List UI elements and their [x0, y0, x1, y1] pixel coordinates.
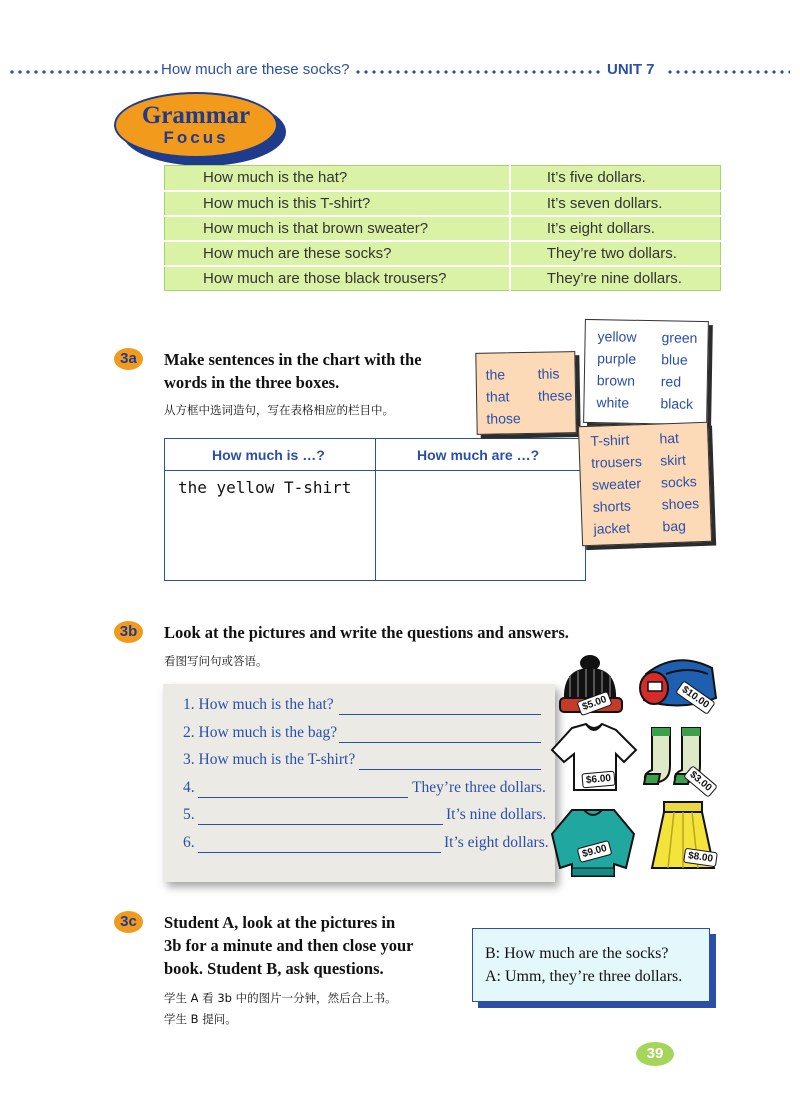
- chart-example-entry: the yellow T-shirt: [178, 478, 352, 497]
- table-row: [165, 191, 721, 216]
- dialog-box: [472, 928, 710, 1002]
- section-3c-instruction: [164, 911, 414, 980]
- word-box-determiners: [475, 351, 576, 435]
- section-3a-instruction: [164, 348, 422, 394]
- grammar-answer: They’re nine dollars.: [510, 266, 721, 291]
- section-3b-marker: 3b: [114, 621, 143, 643]
- exercise-line-5: 5.: [183, 806, 195, 823]
- answer-blank[interactable]: [359, 769, 541, 770]
- grammar-question: How much are those black trousers?: [203, 269, 447, 287]
- dialog-line-b: B: How much are the socks?: [485, 945, 669, 962]
- unit-label: UNIT 7: [607, 61, 655, 78]
- word-box-items: [578, 422, 712, 546]
- word: skirt: [659, 451, 687, 469]
- grammar-answer: It’s five dollars.: [510, 166, 721, 191]
- word: yellow: [597, 328, 637, 345]
- chart-header-are: How much are …?: [417, 447, 540, 463]
- word: green: [661, 329, 698, 346]
- price-tag-skirt: $8.00: [683, 848, 718, 867]
- exercise-line-3: 3. How much is the T-shirt?: [183, 751, 356, 768]
- price-tag-hat: $5.00: [576, 691, 612, 716]
- dialog-line-a: A: Umm, they’re three dollars.: [485, 968, 683, 985]
- word: bag: [662, 517, 687, 535]
- grammar-answer: It’s eight dollars.: [510, 216, 721, 241]
- word: blue: [661, 351, 688, 368]
- answer-blank[interactable]: [339, 742, 541, 743]
- page-number: 39: [636, 1042, 674, 1066]
- word: the: [485, 366, 506, 383]
- word: brown: [596, 372, 636, 389]
- section-3c-chinese-1: 学生 A 看 3b 中的图片一分钟，然后合上书。: [164, 991, 397, 1005]
- word: sweater: [591, 475, 642, 493]
- word: purple: [597, 350, 637, 367]
- section-3b-chinese: 看图写问句或答语。: [164, 654, 268, 668]
- word: this: [537, 365, 560, 382]
- instruction-line: book. Student B, ask questions.: [164, 959, 384, 978]
- table-row: [165, 241, 721, 266]
- sentence-chart: [164, 438, 586, 581]
- word: red: [660, 373, 682, 390]
- answer-blank[interactable]: [339, 714, 541, 715]
- exercise-panel: [163, 684, 555, 882]
- word: black: [660, 395, 694, 412]
- price-tag-socks: $3.00: [683, 765, 718, 798]
- grammar-question: How much is the hat?: [165, 166, 510, 191]
- grammar-question: How much is that brown sweater?: [165, 216, 510, 241]
- page-header-title: How much are these socks?: [161, 61, 350, 78]
- price-tag-bag: $10.00: [675, 680, 715, 714]
- exercise-line-4: 4.: [183, 779, 195, 796]
- section-3b-instruction: Look at the pictures and write the questions and answers.: [164, 623, 569, 642]
- section-3c-marker: 3c: [114, 911, 143, 933]
- word: jacket: [593, 519, 631, 537]
- exercise-answer-4: They’re three dollars.: [412, 779, 546, 796]
- grammar-answer: They’re two dollars.: [510, 241, 721, 266]
- word: those: [486, 410, 521, 427]
- exercise-answer-6: It’s eight dollars.: [444, 834, 549, 851]
- section-3a-chinese: 从方框中选词造句，写在表格相应的栏目中。: [164, 403, 394, 417]
- exercise-line-6: 6.: [183, 834, 195, 851]
- word: hat: [659, 429, 680, 447]
- instruction-line: 3b for a minute and then close your: [164, 936, 414, 955]
- grammar-answer: It’s seven dollars.: [510, 191, 721, 216]
- exercise-line-2: 2. How much is the bag?: [183, 724, 338, 741]
- instruction-line: Make sentences in the chart with the: [164, 350, 422, 369]
- table-row: [165, 166, 721, 191]
- header-dots-right: [666, 70, 790, 74]
- section-3c-chinese-2: 学生 B 提问。: [164, 1012, 237, 1026]
- grammar-focus-title: Grammar: [141, 102, 251, 129]
- exercise-line-1: 1. How much is the hat?: [183, 696, 334, 713]
- word: that: [485, 388, 510, 405]
- header-dots-middle: [354, 70, 602, 74]
- price-tag-sweater: $9.00: [577, 840, 613, 863]
- instruction-line: words in the three boxes.: [164, 373, 340, 392]
- word: white: [596, 394, 630, 411]
- question-blank[interactable]: [198, 824, 443, 825]
- chart-header-divider: [165, 470, 585, 471]
- instruction-line: Student A, look at the pictures in: [164, 913, 396, 932]
- word: T-shirt: [590, 431, 630, 449]
- sweater-picture: [548, 804, 638, 880]
- price-tag-tshirt: $6.00: [581, 771, 615, 789]
- grammar-question: How much is this T-shirt?: [165, 191, 510, 216]
- question-blank[interactable]: [198, 797, 408, 798]
- header-dots-left: [8, 70, 158, 74]
- chart-header-is: How much is …?: [212, 447, 325, 463]
- section-3a-marker: 3a: [114, 348, 143, 370]
- table-row: [165, 266, 721, 291]
- word: shorts: [592, 497, 632, 515]
- table-row: [165, 216, 721, 241]
- grammar-focus-badge: [114, 92, 278, 158]
- word: these: [537, 387, 573, 404]
- question-blank[interactable]: [198, 852, 441, 853]
- exercise-answer-5: It’s nine dollars.: [446, 806, 547, 823]
- grammar-question: How much are these socks?: [165, 241, 510, 266]
- grammar-focus-subtitle: Focus: [163, 128, 229, 147]
- word: trousers: [590, 453, 643, 471]
- word: socks: [660, 473, 698, 491]
- word: shoes: [661, 495, 700, 513]
- word-box-colors: [583, 319, 709, 425]
- grammar-table: [164, 165, 721, 291]
